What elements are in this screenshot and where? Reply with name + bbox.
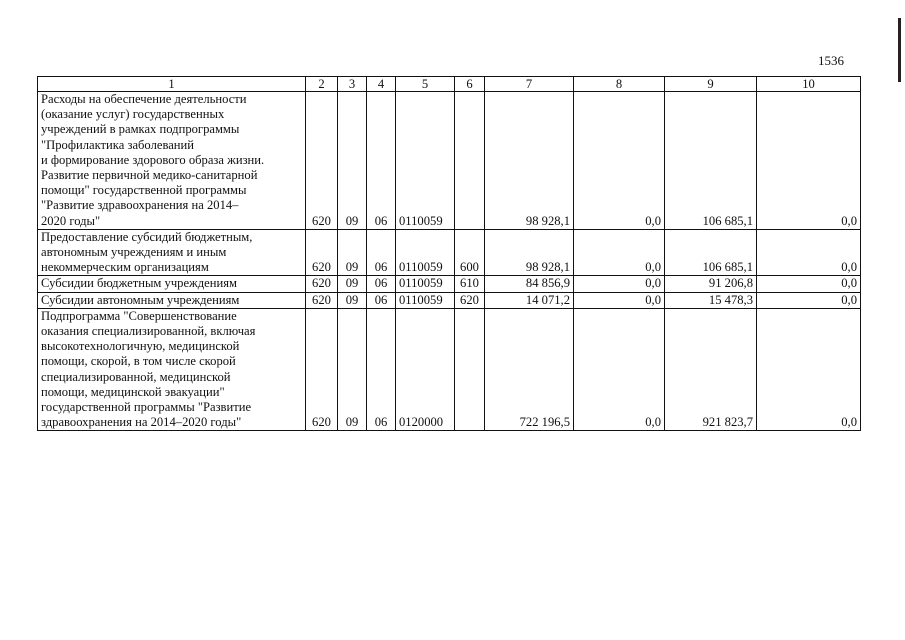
cell-code-4: 06 bbox=[367, 92, 396, 230]
column-header: 8 bbox=[574, 77, 665, 92]
cell-code-6: 610 bbox=[455, 276, 485, 292]
cell-code-5: 0110059 bbox=[396, 229, 455, 276]
cell-amount-10: 0,0 bbox=[757, 276, 861, 292]
cell-code-5: 0110059 bbox=[396, 92, 455, 230]
cell-code-3: 09 bbox=[338, 308, 367, 431]
cell-code-2: 620 bbox=[306, 229, 338, 276]
cell-amount-8: 0,0 bbox=[574, 276, 665, 292]
cell-code-6: 600 bbox=[455, 229, 485, 276]
cell-code-2: 620 bbox=[306, 308, 338, 431]
column-header: 2 bbox=[306, 77, 338, 92]
cell-amount-7: 98 928,1 bbox=[485, 92, 574, 230]
cell-code-3: 09 bbox=[338, 92, 367, 230]
cell-code-5: 0110059 bbox=[396, 292, 455, 308]
cell-amount-10: 0,0 bbox=[757, 229, 861, 276]
cell-code-2: 620 bbox=[306, 276, 338, 292]
budget-table bbox=[37, 76, 861, 431]
table-row bbox=[38, 292, 861, 308]
cell-amount-8: 0,0 bbox=[574, 92, 665, 230]
table-row bbox=[38, 92, 861, 230]
cell-amount-9: 15 478,3 bbox=[665, 292, 757, 308]
column-header: 4 bbox=[367, 77, 396, 92]
cell-code-4: 06 bbox=[367, 229, 396, 276]
cell-code-4: 06 bbox=[367, 276, 396, 292]
column-header: 7 bbox=[485, 77, 574, 92]
cell-code-4: 06 bbox=[367, 292, 396, 308]
cell-amount-9: 921 823,7 bbox=[665, 308, 757, 431]
cell-code-2: 620 bbox=[306, 292, 338, 308]
cell-amount-8: 0,0 bbox=[574, 308, 665, 431]
cell-code-6 bbox=[455, 308, 485, 431]
cell-amount-10: 0,0 bbox=[757, 308, 861, 431]
row-name: Субсидии бюджетным учреждениям bbox=[38, 276, 306, 292]
row-name: Субсидии автономным учреждениям bbox=[38, 292, 306, 308]
cell-code-4: 06 bbox=[367, 308, 396, 431]
row-name: Предоставление субсидий бюджетным, автономным учреждениям и иным некоммерческим организациям bbox=[38, 229, 306, 276]
cell-amount-10: 0,0 bbox=[757, 92, 861, 230]
column-header: 6 bbox=[455, 77, 485, 92]
cell-amount-9: 106 685,1 bbox=[665, 92, 757, 230]
table-header-row bbox=[38, 77, 861, 92]
cell-amount-8: 0,0 bbox=[574, 292, 665, 308]
row-name: Расходы на обеспечение деятельности (оказание услуг) государственных учреждений в рамках подпрограммы "Профилактика заболеваний и формирование здорового образа жизни. Развитие первичной медико-санитарной помощи" государственной программы "Развитие здравоохранения на 2014– 2020 годы" bbox=[38, 92, 306, 230]
table-row bbox=[38, 229, 861, 276]
cell-amount-8: 0,0 bbox=[574, 229, 665, 276]
cell-amount-7: 98 928,1 bbox=[485, 229, 574, 276]
page-number: 1536 bbox=[818, 53, 844, 68]
cell-code-3: 09 bbox=[338, 229, 367, 276]
cell-code-3: 09 bbox=[338, 276, 367, 292]
cell-amount-9: 106 685,1 bbox=[665, 229, 757, 276]
cell-amount-9: 91 206,8 bbox=[665, 276, 757, 292]
column-header: 1 bbox=[38, 77, 306, 92]
cell-amount-7: 722 196,5 bbox=[485, 308, 574, 431]
column-header: 10 bbox=[757, 77, 861, 92]
page-edge-mark bbox=[898, 18, 901, 82]
cell-amount-7: 84 856,9 bbox=[485, 276, 574, 292]
column-header: 5 bbox=[396, 77, 455, 92]
column-header: 3 bbox=[338, 77, 367, 92]
column-header: 9 bbox=[665, 77, 757, 92]
cell-code-6 bbox=[455, 92, 485, 230]
row-name: Подпрограмма "Совершенствование оказания специализированной, включая высокотехнологичную, медицинской помощи, скорой, в том числе скорой специализированной, медицинской помощи, медицинской эвакуации" государственной программы "Развитие здравоохранения на 2014–2020 годы" bbox=[38, 308, 306, 431]
table-row bbox=[38, 276, 861, 292]
cell-code-5: 0120000 bbox=[396, 308, 455, 431]
cell-amount-10: 0,0 bbox=[757, 292, 861, 308]
table-row bbox=[38, 308, 861, 431]
cell-amount-7: 14 071,2 bbox=[485, 292, 574, 308]
cell-code-6: 620 bbox=[455, 292, 485, 308]
cell-code-5: 0110059 bbox=[396, 276, 455, 292]
cell-code-3: 09 bbox=[338, 292, 367, 308]
cell-code-2: 620 bbox=[306, 92, 338, 230]
